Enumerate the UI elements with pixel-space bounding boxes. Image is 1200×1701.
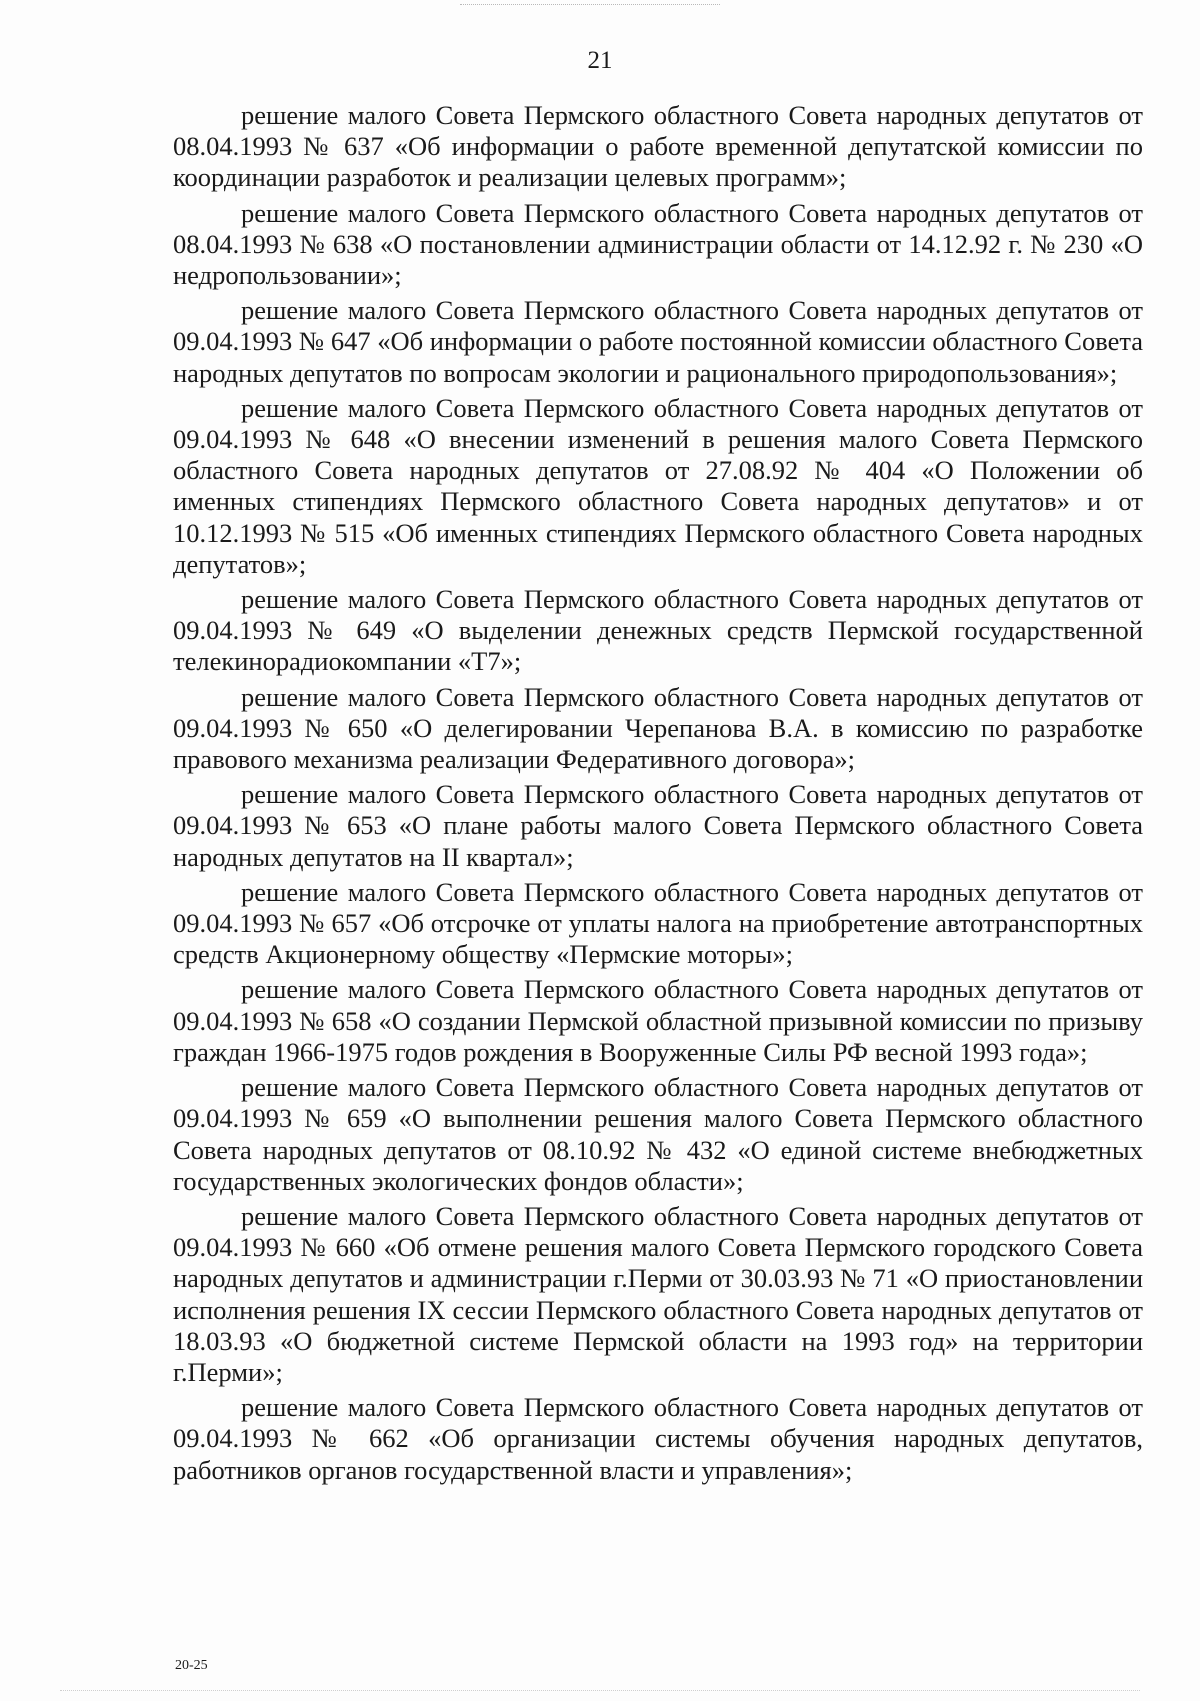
scan-edge-bottom: [60, 1690, 1140, 1691]
decision-paragraph: решение малого Совета Пермского областного Совета народных депутатов от 09.04.1993 № 650 «О делегировании Черепанова В.А. в комиссию по разработке правового механизма реализации Федеративного договора»;: [173, 681, 1143, 775]
decision-paragraph: решение малого Совета Пермского областного Совета народных депутатов от 09.04.1993 № 657 «Об отсрочке от уплаты налога на приобретение автотранспортных средств Акционерному обществу «Пермские моторы»;: [173, 876, 1143, 970]
decision-paragraph: решение малого Совета Пермского областного Совета народных депутатов от 08.04.1993 № 638 «О постановлении администрации области от 14.12.92 г. № 230 «О недропользовании»;: [173, 197, 1143, 291]
decision-paragraph: решение малого Совета Пермского областного Совета народных депутатов от 09.04.1993 № 648 «О внесении изменений в решения малого Совета Пермского областного Совета народных депутатов от 27.08.92 № 404 «О Положении об именных стипендиях Пермского областного Совета народных депутатов» и от 10.12.1993 № 515 «Об именных стипендиях Пермского областного Совета народных депутатов»;: [173, 392, 1143, 579]
decision-paragraph: решение малого Совета Пермского областного Совета народных депутатов от 09.04.1993 № 653 «О плане работы малого Совета Пермского областного Совета народных депутатов на II квартал»;: [173, 779, 1143, 872]
decision-paragraph: решение малого Совета Пермского областного Совета народных депутатов от 09.04.1993 № 659 «О выполнении решения малого Совета Пермского областного Совета народных депутатов от 08.10.92 № 432 «О единой системе внебюджетных государственных экологических фондов области»;: [173, 1072, 1143, 1196]
scan-edge-top: [460, 4, 720, 5]
decision-paragraph: решение малого Совета Пермского областного Совета народных депутатов от 08.04.1993 № 637 «Об информации о работе временной депутатской комиссии по координации разработок и реализации целевых программ»;: [173, 100, 1143, 193]
decision-paragraph: решение малого Совета Пермского областного Совета народных депутатов от 09.04.1993 № 647 «Об информации о работе постоянной комиссии областного Совета народных депутатов по вопросам экологии и рационального природопользования»;: [173, 295, 1143, 388]
decision-paragraph: решение малого Совета Пермского областного Совета народных депутатов от 09.04.1993 № 649 «О выделении денежных средств Пермской государственной телекинорадиокомпании «Т7»;: [173, 584, 1143, 677]
decision-paragraph: решение малого Совета Пермского областного Совета народных депутатов от 09.04.1993 № 662 «Об организации системы обучения народных депутатов, работников органов государственной власти и управления»;: [173, 1392, 1143, 1485]
decision-paragraph: решение малого Совета Пермского областного Совета народных депутатов от 09.04.1993 № 658 «О создании Пермской областной призывной комиссии по призыву граждан 1966-1975 годов рождения в Вооруженные Силы РФ весной 1993 года»;: [173, 974, 1143, 1067]
decision-paragraph: решение малого Совета Пермского областного Совета народных депутатов от 09.04.1993 № 660 «Об отмене решения малого Совета Пермского городского Совета народных депутатов и администрации г.Перми от 30.03.93 № 71 «О приостановлении исполнения решения IX сессии Пермского областного Совета народных депутатов от 18.03.93 «О бюджетной системе Пермской области на 1993 год» на территории г.Перми»;: [173, 1200, 1143, 1387]
decision-list: [173, 100, 1143, 1490]
page-number: 21: [587, 47, 613, 74]
footer-code: 20-25: [175, 1658, 208, 1673]
